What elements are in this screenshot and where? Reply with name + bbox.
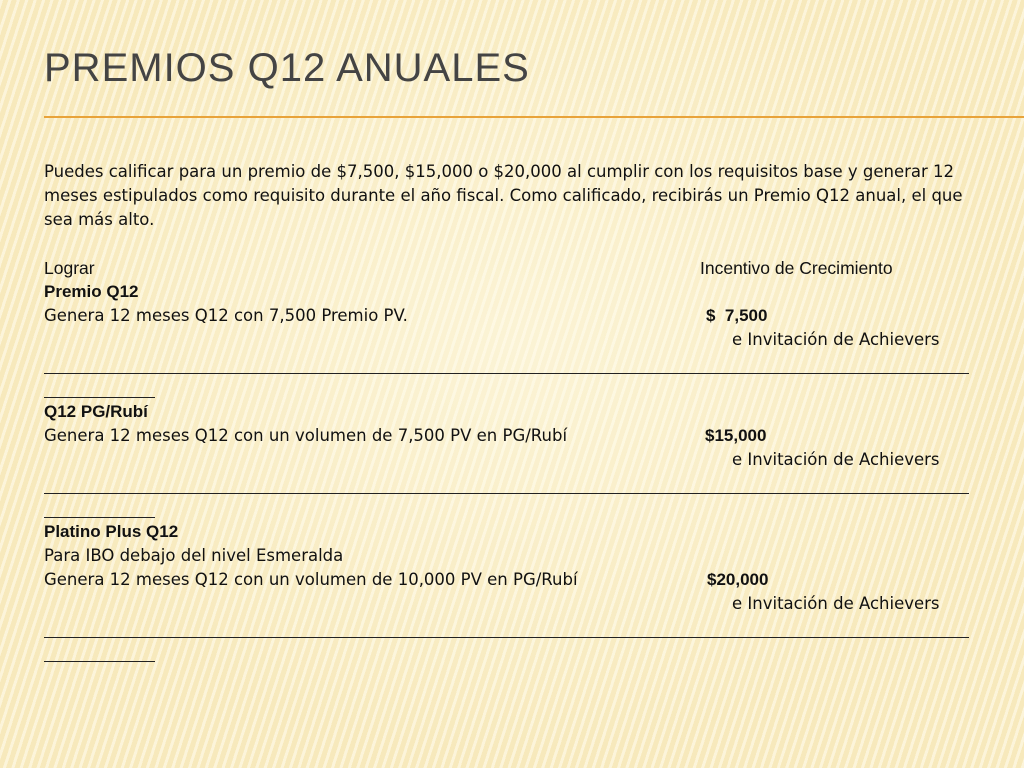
- column-header-row: [44, 256, 979, 280]
- column-header-lograr: Lograr: [44, 258, 95, 278]
- title-divider: [44, 116, 1024, 118]
- award-amount: $20,000: [707, 570, 769, 589]
- award-amount: $15,000: [705, 426, 767, 445]
- award-name: Q12 PG/Rubí: [44, 402, 148, 421]
- award-description: Genera 12 meses Q12 con 7,500 Premio PV.: [44, 306, 408, 325]
- award-description: Genera 12 meses Q12 con un volumen de 7,500 PV en PG/Rubí: [44, 426, 568, 445]
- award-subtitle: Para IBO debajo del nivel Esmeralda: [44, 546, 344, 565]
- slide-content: [44, 160, 979, 664]
- award-description: Genera 12 meses Q12 con un volumen de 10,000 PV en PG/Rubí: [44, 570, 578, 589]
- intro-paragraph: Puedes calificar para un premio de $7,500, $15,000 o $20,000 al cumplir con los requisitos base y generar 12 meses estipulados como requisito durante el año fiscal. Como calificado, recibirás un Premio Q12 anual, el que sea más alto.: [44, 162, 963, 229]
- award-platino-plus-q12: [44, 520, 979, 664]
- slide-title: PREMIOS Q12 ANUALES: [44, 46, 530, 90]
- section-separator: [44, 352, 979, 400]
- award-extra: e Invitación de Achievers: [732, 450, 940, 469]
- section-separator: [44, 616, 979, 664]
- section-separator: [44, 472, 979, 520]
- award-q12-pg-rubi: [44, 400, 979, 520]
- award-extra: e Invitación de Achievers: [732, 330, 940, 349]
- award-name: Premio Q12: [44, 282, 139, 301]
- award-extra: e Invitación de Achievers: [732, 594, 940, 613]
- column-header-incentive: Incentivo de Crecimiento: [700, 258, 893, 278]
- award-amount: $ 7,500: [706, 306, 768, 325]
- award-name: Platino Plus Q12: [44, 522, 179, 541]
- award-premio-q12: [44, 280, 979, 400]
